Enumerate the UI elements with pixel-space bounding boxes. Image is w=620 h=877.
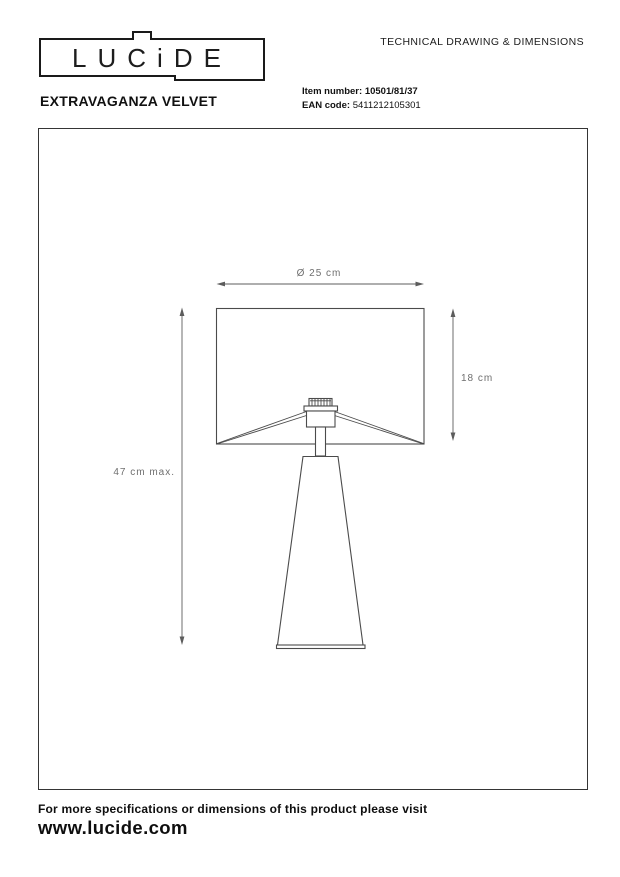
socket-cap [309,399,332,407]
socket-cup [307,411,336,427]
dim-shade-height-label: 18 cm [461,373,494,384]
dimension-diameter [217,268,425,286]
bulb-socket [304,399,338,457]
footer-website: www.lucide.com [38,817,188,838]
item-number-label: Item number: [302,86,363,97]
dimension-total-height [113,308,184,646]
footer-note: For more specifications or dimensions of this product please visit [38,802,428,816]
product-name: EXTRAVAGANZA VELVET [40,93,218,109]
socket-flange [304,406,338,411]
dimension-shade-height [451,309,494,442]
item-number-value: 10501/81/37 [364,86,418,97]
logo-wordmark: LUCiDE [72,43,232,73]
dim-diameter-label: Ø 25 cm [296,268,342,279]
ean-value: 5411212105301 [352,99,421,111]
document-title: TECHNICAL DRAWING & DIMENSIONS [380,36,584,48]
lamp-stem [316,427,326,456]
lamp-base-cone [278,457,364,646]
lamp-base-plate [277,645,366,649]
ean-label: EAN code: [302,99,351,111]
dim-total-height-label: 47 cm max. [113,467,175,478]
